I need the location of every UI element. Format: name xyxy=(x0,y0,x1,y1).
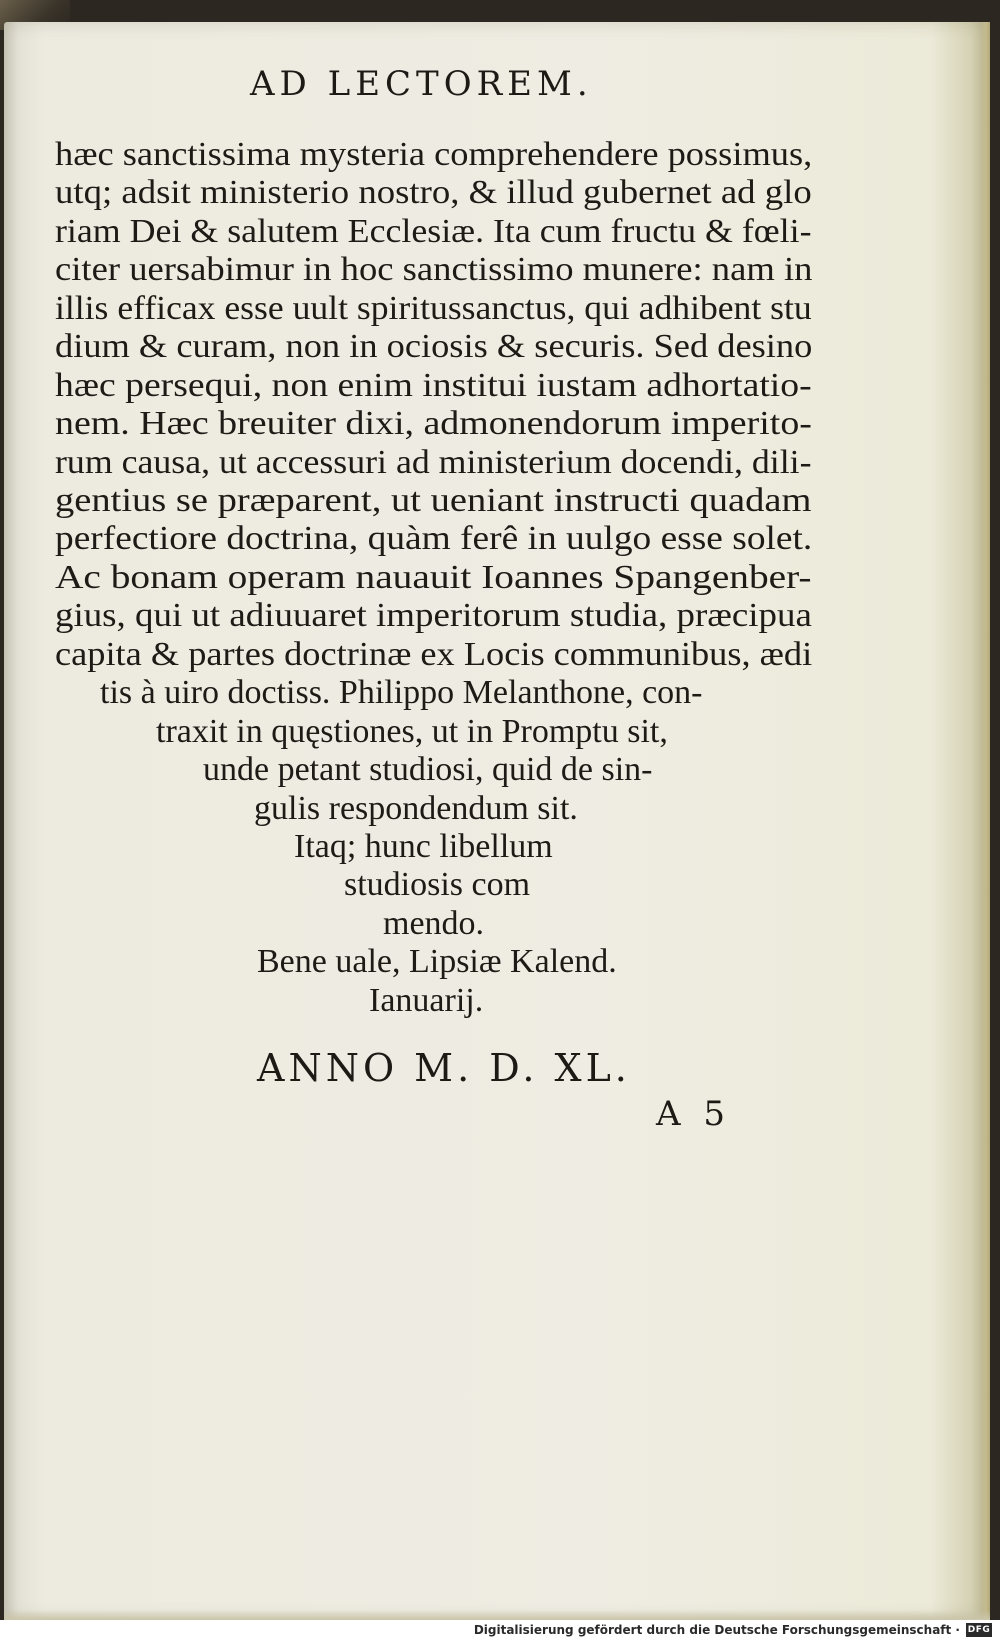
text-line-15: tis à uiro doctiss. Philippo Melanthone, con- xyxy=(100,674,703,711)
text-line-21: mendo. xyxy=(383,905,485,942)
text-line-6: dium & curam, non in ociosis & securis. Sed desino xyxy=(55,328,813,365)
text-line-13: gius, qui ut adiuuaret imperitorum studia, præcipua xyxy=(55,597,812,634)
text-line-22: Bene uale, Lipsiæ Kalend. xyxy=(257,943,617,980)
page-bottom-shadow xyxy=(4,1610,990,1620)
text-line-1: hæc sanctissima mysteria comprehendere possimus, xyxy=(55,136,813,173)
text-line-16: traxit in quęstiones, ut in Promptu sit, xyxy=(156,713,668,750)
text-line-20: studiosis com xyxy=(344,866,531,903)
text-line-5: illis efficax esse uult spiritussanctus, qui adhibent stu xyxy=(55,290,812,327)
text-line-10: gentius se præparent, ut ueniant instructi quadam xyxy=(55,482,812,519)
text-line-11: perfectiore doctrina, quàm ferê in uulgo esse solet. xyxy=(55,520,813,557)
text-line-8: nem. Hæc breuiter dixi, admonendorum imperito- xyxy=(55,405,812,442)
text-line-14: capita & partes doctrinæ ex Locis communibus, ædi xyxy=(55,636,813,673)
text-line-17: unde petant studiosi, quid de sin- xyxy=(203,751,653,788)
text-line-19: Itaq; hunc libellum xyxy=(294,828,553,865)
running-title: AD LECTOREM. xyxy=(250,64,593,104)
text-line-23: Ianuarij. xyxy=(369,982,484,1019)
date-year-line: ANNO M. D. XL. xyxy=(257,1046,631,1090)
signature-mark: A 5 xyxy=(656,1094,731,1134)
text-line-12: Ac bonam operam nauauit Ioannes Spangenber- xyxy=(55,559,812,596)
text-line-7: hæc persequi, non enim institui iustam adhortatio- xyxy=(55,367,812,404)
text-line-2: utq; adsit ministerio nostro, & illud gubernet ad glo xyxy=(55,174,812,211)
text-line-3: riam Dei & salutem Ecclesiæ. Ita cum fructu & fœli- xyxy=(55,213,812,250)
text-line-18: gulis respondendum sit. xyxy=(254,790,578,827)
page-edge-shadow xyxy=(980,22,990,1620)
text-line-4: citer uersabimur in hoc sanctissimo munere: nam in xyxy=(55,251,813,288)
text-line-9: rum causa, ut accessuri ad ministerium docendi, dili- xyxy=(55,444,812,481)
dfg-logo: DFG xyxy=(967,1625,991,1635)
funding-credit: Digitalisierung gefördert durch die Deutsche Forschungsgemeinschaft · xyxy=(473,1623,960,1637)
